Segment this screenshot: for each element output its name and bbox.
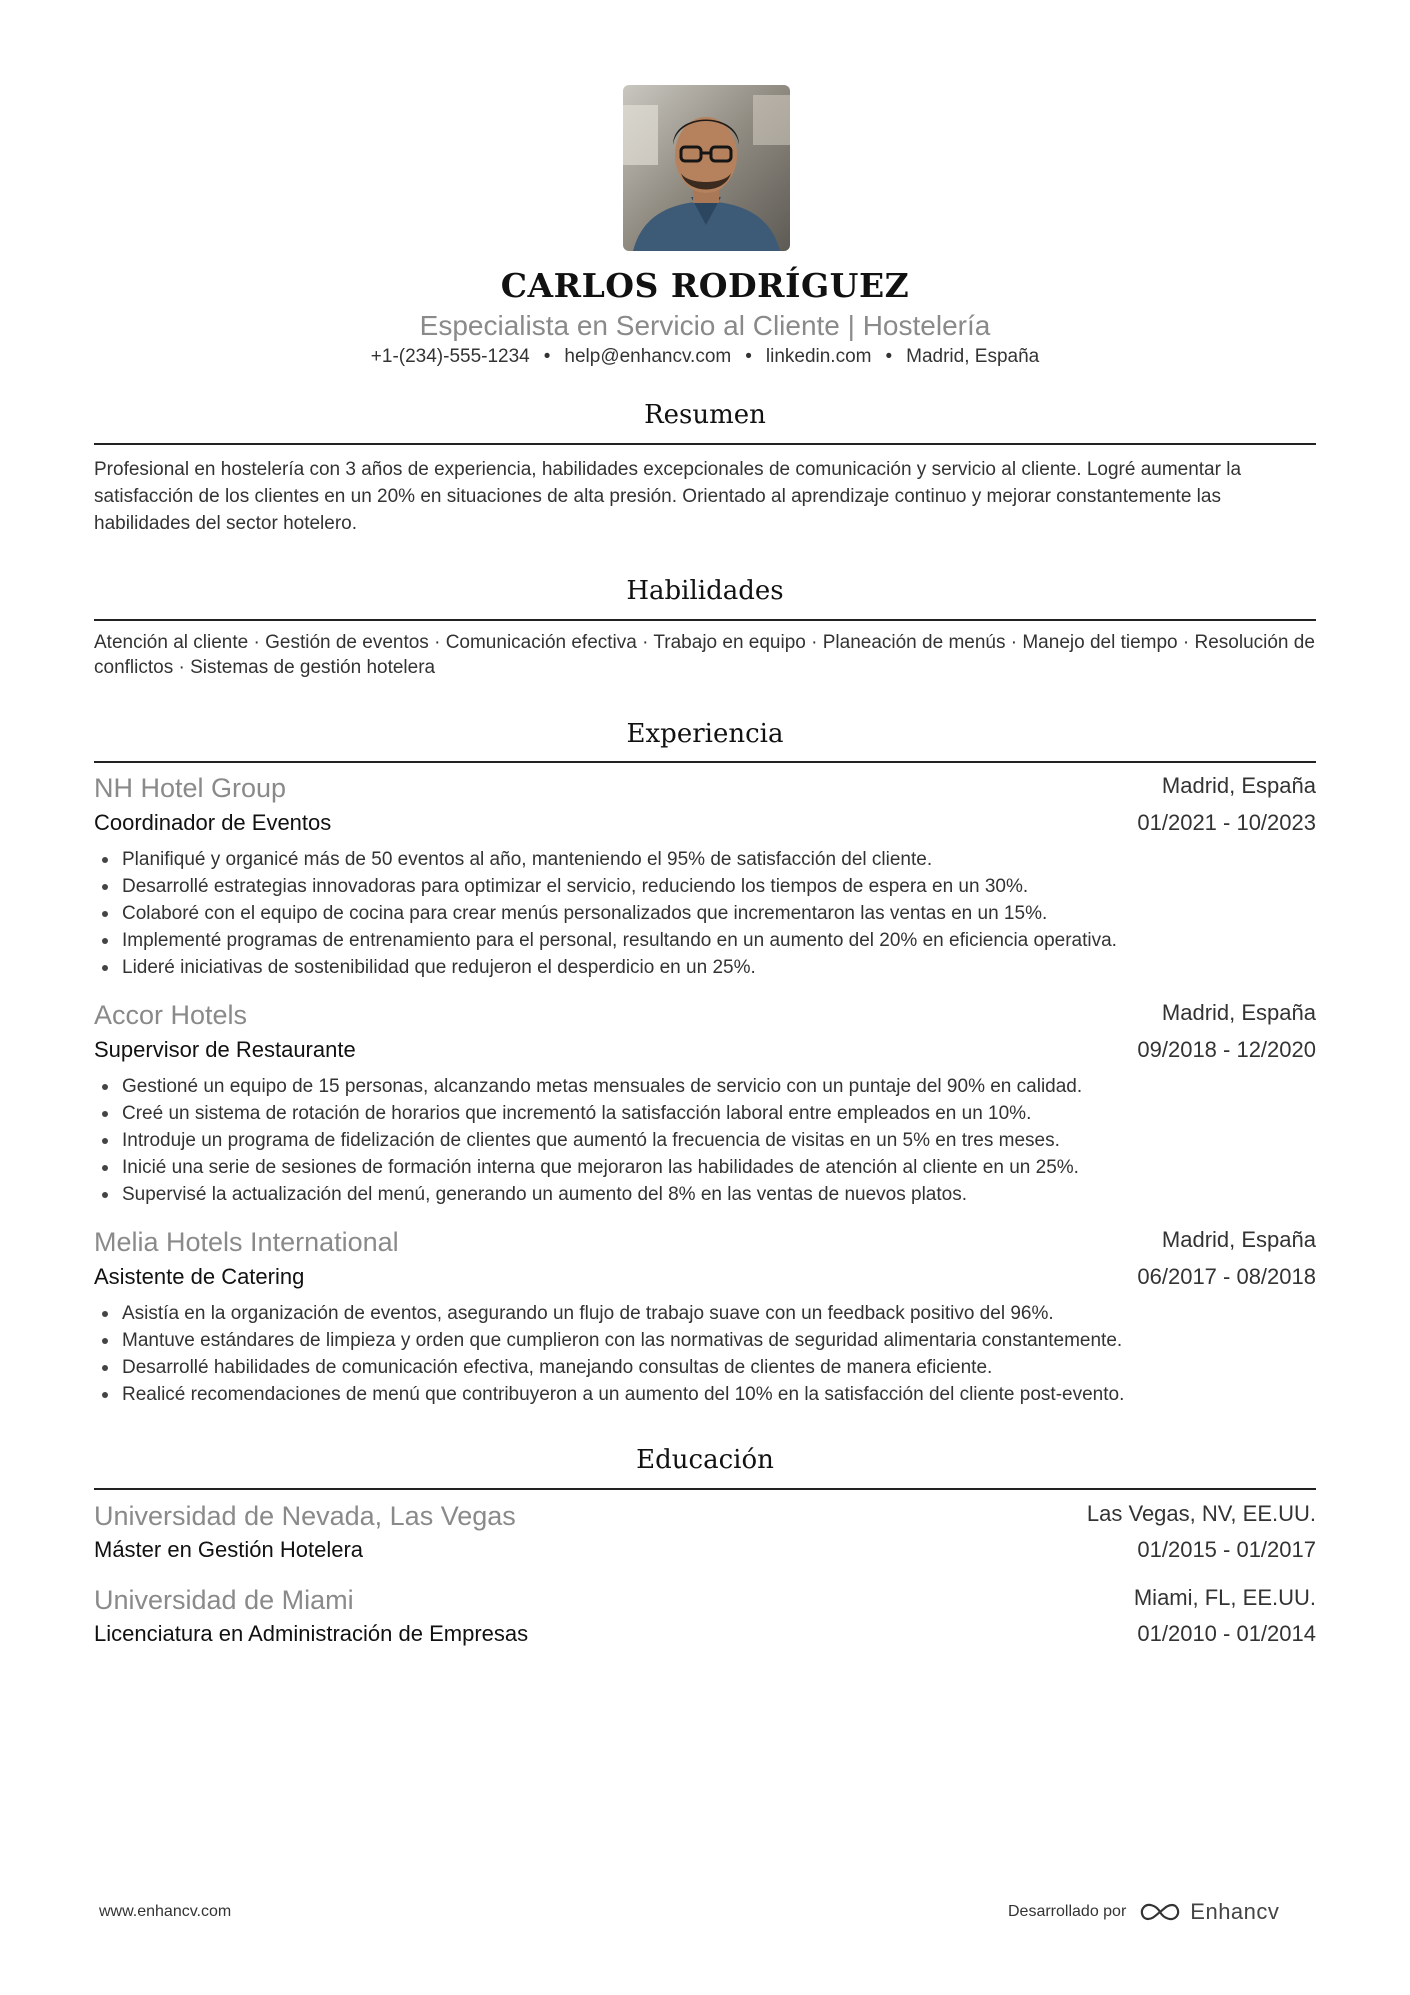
school-location: Las Vegas, NV, EE.UU. [1086, 1501, 1316, 1526]
bullet-separator: • [885, 346, 893, 367]
degree-name: Licenciatura en Administración de Empresas [94, 1621, 529, 1646]
enhancv-logo-icon [1138, 1900, 1182, 1924]
section-title-skills: Habilidades [626, 576, 784, 606]
contact-location: Madrid, España [906, 346, 1040, 367]
education-subheader [94, 1537, 1316, 1567]
list-item: Creé un sistema de rotación de horarios que incrementó la satisfacción laboral entre empleados en un 10%. [122, 1100, 1344, 1127]
list-item: Mantuve estándares de limpieza y orden que cumplieron con las normativas de seguridad alimentaria constantemente. [122, 1327, 1344, 1354]
company-name: Accor Hotels [94, 1000, 248, 1030]
job-dates: 06/2017 - 08/2018 [1137, 1264, 1316, 1289]
job-header [94, 1000, 1316, 1034]
education-dates: 01/2010 - 01/2014 [1137, 1621, 1316, 1646]
candidate-name: CARLOS RODRÍGUEZ [500, 266, 910, 305]
education-dates: 01/2015 - 01/2017 [1137, 1537, 1316, 1562]
list-item: Introduje un programa de fidelización de clientes que aumentó la frecuencia de visitas en un 5% en tres meses. [122, 1127, 1344, 1154]
education-header [94, 1585, 1316, 1619]
footer-brand-name: Enhancv [1190, 1899, 1280, 1924]
job-role: Coordinador de Eventos [94, 810, 332, 835]
contact-email[interactable]: help@enhancv.com [564, 346, 732, 367]
job-dates: 01/2021 - 10/2023 [1137, 810, 1316, 835]
summary-text: Profesional en hostelería con 3 años de experiencia, habilidades excepcionales de comunicación y servicio al cliente. Logré aumentar la satisfacción de los clientes en un 20% en situaciones de alta presión. Orientado al aprendizaje continuo y mejorar constantemente las habilidades del sector hotelero. [94, 459, 1242, 534]
candidate-title: Especialista en Servicio al Cliente | Hostelería [419, 310, 991, 341]
job-dates: 09/2018 - 12/2020 [1137, 1037, 1316, 1062]
contact-phone[interactable]: +1-(234)-555-1234 [370, 346, 530, 367]
school-name: Universidad de Miami [94, 1585, 354, 1615]
job-bullets [94, 846, 1344, 981]
section-divider [94, 619, 1316, 621]
section-divider [94, 443, 1316, 445]
job-header [94, 1227, 1316, 1261]
section-title-education: Educación [636, 1445, 774, 1475]
job-bullets [94, 1300, 1344, 1408]
skills-text: Atención al cliente · Gestión de eventos · Comunicación efectiva · Trabajo en equipo · Planeación de menús · Manejo del tiempo · Resolución de conflictos · Sistemas de gestión hotelera [94, 632, 1315, 678]
job-subheader [94, 1037, 1316, 1067]
list-item: Lideré iniciativas de sostenibilidad que redujeron el desperdicio en un 25%. [122, 954, 1344, 981]
education-header [94, 1501, 1316, 1535]
section-divider [94, 761, 1316, 763]
list-item: Planifiqué y organicé más de 50 eventos al año, manteniendo el 95% de satisfacción del cliente. [122, 846, 1344, 873]
section-title-summary: Resumen [644, 400, 766, 430]
job-location: Madrid, España [1161, 1000, 1316, 1025]
job-header [94, 773, 1316, 807]
footer-brand[interactable] [1008, 1894, 1279, 1930]
footer-powered-by: Desarrollado por [1008, 1903, 1127, 1920]
company-name: Melia Hotels International [94, 1227, 399, 1257]
company-name: NH Hotel Group [94, 773, 287, 803]
section-divider [94, 1488, 1316, 1490]
bullet-separator: • [543, 346, 551, 367]
job-bullets [94, 1073, 1344, 1208]
section-title-experience: Experiencia [626, 719, 784, 749]
list-item: Realicé recomendaciones de menú que contribuyeron a un aumento del 10% en la satisfacción del cliente post-evento. [122, 1381, 1344, 1408]
school-name: Universidad de Nevada, Las Vegas [94, 1501, 516, 1531]
list-item: Supervisé la actualización del menú, generando un aumento del 8% en las ventas de nuevos platos. [122, 1181, 1344, 1208]
bullet-separator: • [745, 346, 752, 367]
job-role: Asistente de Catering [94, 1264, 305, 1289]
job-subheader [94, 810, 1316, 840]
profile-photo [623, 85, 790, 251]
list-item: Implementé programas de entrenamiento para el personal, resultando en un aumento del 20% en eficiencia operativa. [122, 927, 1344, 954]
avatar-portrait-icon [623, 85, 790, 251]
education-subheader [94, 1621, 1316, 1651]
list-item: Desarrollé estrategias innovadoras para optimizar el servicio, reduciendo los tiempos de espera en un 30%. [122, 873, 1344, 900]
list-item: Colaboré con el equipo de cocina para crear menús personalizados que incrementaron las ventas en un 15%. [122, 900, 1344, 927]
school-location: Miami, FL, EE.UU. [1133, 1585, 1316, 1610]
list-item: Inicié una serie de sesiones de formación interna que mejoraron las habilidades de atención al cliente en un 25%. [122, 1154, 1344, 1181]
job-location: Madrid, España [1161, 773, 1316, 798]
job-subheader [94, 1264, 1316, 1294]
job-location: Madrid, España [1161, 1227, 1316, 1252]
list-item: Gestioné un equipo de 15 personas, alcanzando metas mensuales de servicio con un puntaje del 90% en calidad. [122, 1073, 1344, 1100]
contact-line [0, 346, 1410, 368]
list-item: Asistía en la organización de eventos, asegurando un flujo de trabajo suave con un feedback positivo del 96%. [122, 1300, 1344, 1327]
job-role: Supervisor de Restaurante [94, 1037, 356, 1062]
list-item: Desarrollé habilidades de comunicación efectiva, manejando consultas de clientes de manera eficiente. [122, 1354, 1344, 1381]
contact-linkedin[interactable]: linkedin.com [765, 346, 872, 367]
degree-name: Máster en Gestión Hotelera [94, 1537, 364, 1562]
footer-website-link[interactable]: www.enhancv.com [99, 1903, 232, 1920]
